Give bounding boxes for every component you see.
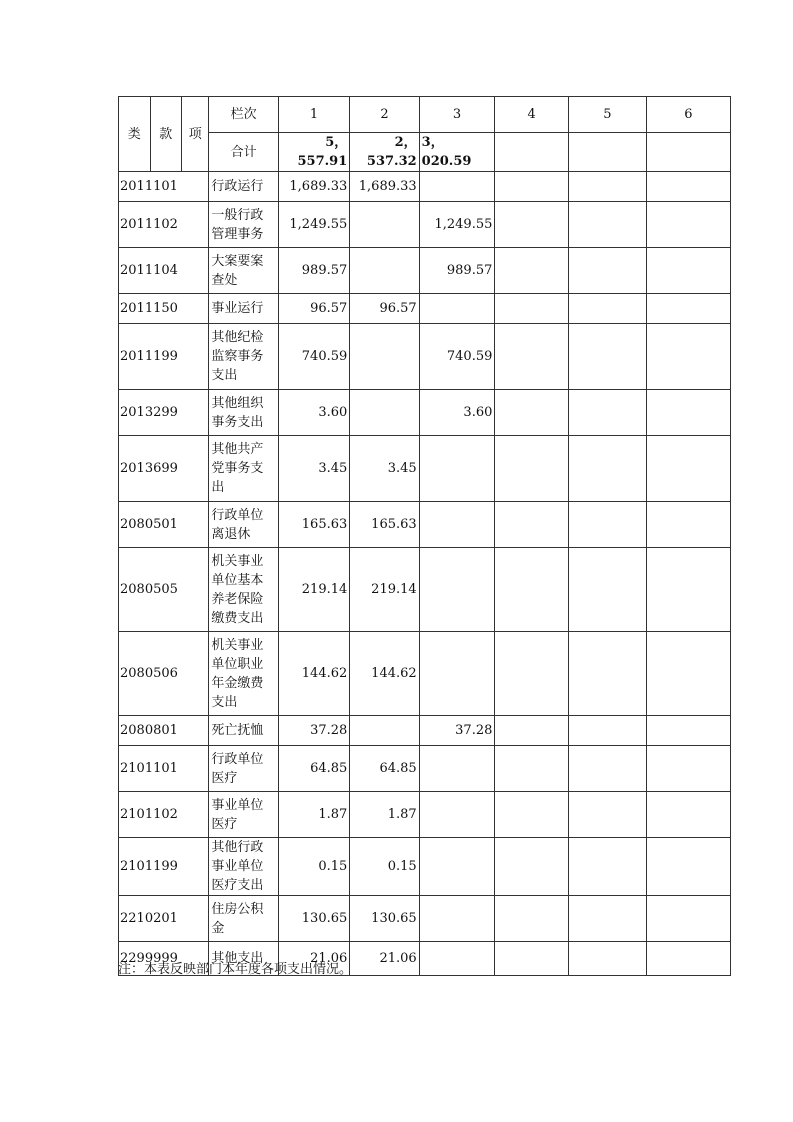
total-row xyxy=(119,133,731,172)
row-value-6 xyxy=(646,942,730,976)
row-value-4 xyxy=(495,294,569,324)
row-value-5 xyxy=(568,436,646,502)
row-value-6 xyxy=(646,716,730,746)
table-row xyxy=(119,202,731,248)
row-value-5 xyxy=(568,746,646,792)
row-value-5 xyxy=(568,202,646,248)
row-value-3 xyxy=(419,746,495,792)
row-value-2 xyxy=(350,202,419,248)
row-value-5 xyxy=(568,248,646,294)
row-value-6 xyxy=(646,202,730,248)
row-name: 机关事业单位基本养老保险缴费支出 xyxy=(209,548,278,632)
row-value-3 xyxy=(419,502,495,548)
header-kuan: 款 xyxy=(150,97,182,172)
table-row xyxy=(119,548,731,632)
row-code: 2299999 xyxy=(119,942,209,976)
row-code: 2011199 xyxy=(119,324,209,390)
row-value-5 xyxy=(568,548,646,632)
table-note: 注：本表反映部门本年度各项支出情况。 xyxy=(118,962,353,977)
row-code: 2101101 xyxy=(119,746,209,792)
row-value-1: 219.14 xyxy=(278,548,350,632)
row-value-5 xyxy=(568,390,646,436)
row-name: 一般行政管理事务 xyxy=(209,202,278,248)
row-name: 其他组织事务支出 xyxy=(209,390,278,436)
row-value-6 xyxy=(646,746,730,792)
table-row xyxy=(119,716,731,746)
header-col-2: 2 xyxy=(350,97,419,133)
row-value-3 xyxy=(419,792,495,838)
row-value-4 xyxy=(495,248,569,294)
row-value-2: 0.15 xyxy=(350,838,419,896)
header-col-5: 5 xyxy=(568,97,646,133)
row-value-3 xyxy=(419,294,495,324)
row-value-5 xyxy=(568,716,646,746)
row-value-3 xyxy=(419,548,495,632)
row-value-6 xyxy=(646,502,730,548)
table-row xyxy=(119,838,731,896)
total-label: 合计 xyxy=(209,133,278,172)
row-value-1: 1.87 xyxy=(278,792,350,838)
row-name: 大案要案查处 xyxy=(209,248,278,294)
row-name: 住房公积金 xyxy=(209,896,278,942)
row-value-3 xyxy=(419,632,495,716)
row-code: 2210201 xyxy=(119,896,209,942)
row-value-2: 1,689.33 xyxy=(350,172,419,202)
table-row xyxy=(119,792,731,838)
row-name: 事业单位医疗 xyxy=(209,792,278,838)
header-col-3: 3 xyxy=(419,97,495,133)
row-value-6 xyxy=(646,792,730,838)
row-value-2: 165.63 xyxy=(350,502,419,548)
row-value-6 xyxy=(646,838,730,896)
row-value-1: 1,689.33 xyxy=(278,172,350,202)
row-value-6 xyxy=(646,294,730,324)
row-code: 2011150 xyxy=(119,294,209,324)
row-name: 机关事业单位职业年金缴费支出 xyxy=(209,632,278,716)
header-col-4: 4 xyxy=(495,97,569,133)
row-value-1: 3.45 xyxy=(278,436,350,502)
row-value-5 xyxy=(568,942,646,976)
row-value-1: 37.28 xyxy=(278,716,350,746)
row-value-5 xyxy=(568,792,646,838)
table-row xyxy=(119,324,731,390)
row-code: 2080506 xyxy=(119,632,209,716)
row-code: 2011102 xyxy=(119,202,209,248)
row-value-6 xyxy=(646,896,730,942)
row-value-1: 21.06 xyxy=(278,942,350,976)
row-value-1: 3.60 xyxy=(278,390,350,436)
row-value-2 xyxy=(350,390,419,436)
total-value-3: 3，020.59 xyxy=(419,133,495,172)
row-value-6 xyxy=(646,548,730,632)
row-value-6 xyxy=(646,324,730,390)
row-value-6 xyxy=(646,248,730,294)
row-value-6 xyxy=(646,172,730,202)
row-value-3 xyxy=(419,838,495,896)
row-code: 2013699 xyxy=(119,436,209,502)
row-value-2: 1.87 xyxy=(350,792,419,838)
row-value-2 xyxy=(350,324,419,390)
row-code: 2013299 xyxy=(119,390,209,436)
row-value-3: 1,249.55 xyxy=(419,202,495,248)
row-name: 其他共产党事务支出 xyxy=(209,436,278,502)
total-value-5 xyxy=(568,133,646,172)
row-value-4 xyxy=(495,324,569,390)
row-value-3: 3.60 xyxy=(419,390,495,436)
row-value-2: 219.14 xyxy=(350,548,419,632)
row-value-3: 989.57 xyxy=(419,248,495,294)
header-xiang: 项 xyxy=(182,97,209,172)
row-value-4 xyxy=(495,390,569,436)
row-value-4 xyxy=(495,896,569,942)
header-col-6: 6 xyxy=(646,97,730,133)
row-value-4 xyxy=(495,172,569,202)
row-name: 其他行政事业单位医疗支出 xyxy=(209,838,278,896)
total-value-1: 5，557.91 xyxy=(278,133,350,172)
row-value-5 xyxy=(568,294,646,324)
row-value-2: 21.06 xyxy=(350,942,419,976)
row-value-1: 0.15 xyxy=(278,838,350,896)
header-lanci: 栏次 xyxy=(209,97,278,133)
header-col-1: 1 xyxy=(278,97,350,133)
table-row xyxy=(119,896,731,942)
total-value-6 xyxy=(646,133,730,172)
table-row xyxy=(119,746,731,792)
row-name: 其他纪检监察事务支出 xyxy=(209,324,278,390)
row-value-4 xyxy=(495,436,569,502)
row-value-1: 96.57 xyxy=(278,294,350,324)
row-value-6 xyxy=(646,632,730,716)
row-value-5 xyxy=(568,324,646,390)
row-code: 2011101 xyxy=(119,172,209,202)
row-value-5 xyxy=(568,172,646,202)
row-name: 其他支出 xyxy=(209,942,278,976)
row-value-3 xyxy=(419,896,495,942)
row-value-1: 130.65 xyxy=(278,896,350,942)
total-value-2: 2，537.32 xyxy=(350,133,419,172)
row-value-5 xyxy=(568,838,646,896)
row-code: 2011104 xyxy=(119,248,209,294)
row-value-1: 144.62 xyxy=(278,632,350,716)
row-value-4 xyxy=(495,502,569,548)
row-value-5 xyxy=(568,632,646,716)
row-value-4 xyxy=(495,942,569,976)
expenditure-table xyxy=(118,96,731,976)
row-value-1: 740.59 xyxy=(278,324,350,390)
row-value-4 xyxy=(495,716,569,746)
table-row xyxy=(119,248,731,294)
row-value-1: 1,249.55 xyxy=(278,202,350,248)
row-name: 行政单位离退休 xyxy=(209,502,278,548)
row-name: 行政运行 xyxy=(209,172,278,202)
row-value-4 xyxy=(495,202,569,248)
row-value-3: 740.59 xyxy=(419,324,495,390)
row-value-3 xyxy=(419,172,495,202)
total-value-4 xyxy=(495,133,569,172)
row-value-5 xyxy=(568,502,646,548)
row-value-2: 64.85 xyxy=(350,746,419,792)
row-value-2 xyxy=(350,716,419,746)
row-value-2 xyxy=(350,248,419,294)
table-row xyxy=(119,294,731,324)
header-lei: 类 xyxy=(119,97,151,172)
row-name: 死亡抚恤 xyxy=(209,716,278,746)
row-value-2: 96.57 xyxy=(350,294,419,324)
table-row xyxy=(119,502,731,548)
row-value-5 xyxy=(568,896,646,942)
row-code: 2101102 xyxy=(119,792,209,838)
row-code: 2080801 xyxy=(119,716,209,746)
row-name: 事业运行 xyxy=(209,294,278,324)
row-value-4 xyxy=(495,838,569,896)
row-value-6 xyxy=(646,390,730,436)
header-row xyxy=(119,97,731,133)
row-value-1: 989.57 xyxy=(278,248,350,294)
table-row xyxy=(119,436,731,502)
row-code: 2080501 xyxy=(119,502,209,548)
row-code: 2080505 xyxy=(119,548,209,632)
table-row xyxy=(119,390,731,436)
row-value-3 xyxy=(419,942,495,976)
row-value-4 xyxy=(495,548,569,632)
row-value-3: 37.28 xyxy=(419,716,495,746)
row-value-4 xyxy=(495,746,569,792)
row-name: 行政单位医疗 xyxy=(209,746,278,792)
row-value-1: 64.85 xyxy=(278,746,350,792)
row-code: 2101199 xyxy=(119,838,209,896)
table-row xyxy=(119,172,731,202)
row-value-4 xyxy=(495,632,569,716)
row-value-1: 165.63 xyxy=(278,502,350,548)
row-value-3 xyxy=(419,436,495,502)
row-value-2: 3.45 xyxy=(350,436,419,502)
row-value-6 xyxy=(646,436,730,502)
row-value-2: 130.65 xyxy=(350,896,419,942)
row-value-4 xyxy=(495,792,569,838)
row-value-2: 144.62 xyxy=(350,632,419,716)
table-row xyxy=(119,632,731,716)
